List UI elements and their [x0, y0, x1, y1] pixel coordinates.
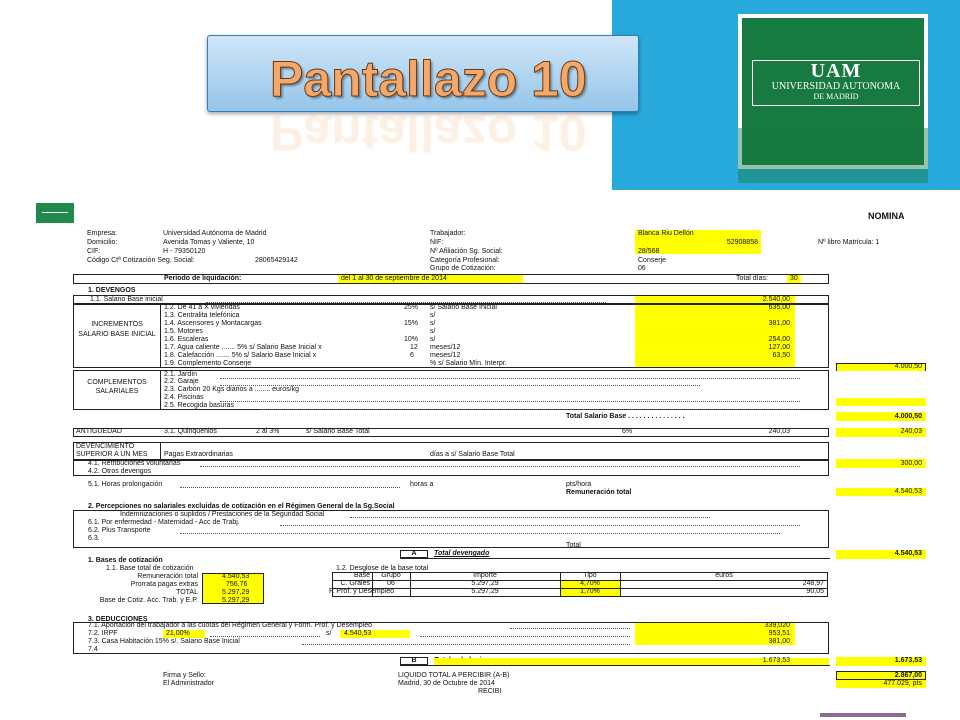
antiguedad-item: 3.1. Quinquenios	[164, 428, 217, 435]
dot-leader	[200, 466, 800, 467]
total-dias-value: 30	[790, 275, 798, 282]
worker-afil: 28/568	[638, 248, 660, 255]
payslip-document	[30, 190, 930, 720]
pagas-ref: días a s/ Salario Base Total	[430, 451, 515, 458]
remun-total-value: 4.540,53	[894, 488, 922, 495]
irpf-base: 4.540,53	[344, 630, 372, 637]
worker-label-5: Grupo de Cotización:	[430, 265, 496, 272]
percep-row-2: 6.1. Por enfermedad - Maternidad - Acc de Trabj.	[88, 519, 240, 526]
inc-row-5-ref: s/	[430, 336, 436, 343]
liquido-value: 2.867,00	[894, 672, 922, 679]
incrementos-total: 4.000,50	[894, 363, 922, 370]
incrementos-label	[76, 320, 158, 340]
slide-title-reflection: Pantallazo 10	[270, 105, 587, 161]
bases-title: 1. Bases de cotización	[88, 557, 163, 564]
inc-row-6-value: 127,00	[768, 344, 790, 351]
deduc-row-3-value: 381,00	[768, 638, 790, 645]
grid-line	[160, 304, 161, 368]
horas-mid: horas a	[410, 481, 434, 488]
employer-value-4: 28065429142	[255, 257, 298, 264]
inc-row-3-pct: 15%	[404, 320, 419, 327]
deducir-calc: 1.673,53	[762, 657, 790, 664]
inc-row-7-text: 1.8. Calefacción ....... 5% s/ Salario Base Inicial x	[164, 352, 317, 359]
inc-row-5-pct: 10%	[404, 336, 419, 343]
irpf-pct: 21,00%	[166, 630, 190, 637]
devengado-label: Total devengado	[434, 550, 490, 557]
firma-label: Firma y Sello:	[163, 672, 206, 679]
remun-total-label: Remuneración total	[566, 489, 632, 496]
worker-label-3: Nº Afiliación Sg. Social:	[430, 248, 503, 255]
horas-ref: pts/hora	[566, 481, 592, 488]
desglose-row-2-tipo: 1,70%	[580, 588, 600, 595]
deduc-row-2-text: 7.2. IRPF	[88, 630, 118, 637]
worker-name: Blanca Riu Dellón	[638, 230, 694, 237]
bases-row-4-value: 5.297,29	[222, 597, 250, 604]
comp-row-2: 2.2. Garaje	[164, 378, 199, 385]
incrementos-label-text: INCREMENTOS SALARIO BASE INICIAL	[78, 321, 156, 338]
inc-row-8-text: 1.9. Complemento Conserje	[164, 360, 252, 367]
inc-row-1-pct: 25%	[404, 304, 419, 311]
antiguedad-n: 2 al 3%	[256, 428, 280, 435]
employer-label-2: Domicilio:	[87, 239, 118, 246]
deducir-letter: B	[411, 657, 417, 664]
bases-row-1-label: Remuneración total	[137, 573, 198, 580]
desglose-head-grupo: Grupo	[381, 572, 401, 579]
comp-row-4: 2.4. Piscinas	[164, 394, 204, 401]
superior-label-text: DEVENCIMIENTO SUPERIOR A UN MES	[76, 443, 148, 458]
dot-leader	[510, 628, 630, 629]
pts-value: 477.029, pts	[883, 680, 922, 687]
worker-cat: Conserje	[638, 257, 667, 264]
dot-leader	[220, 401, 800, 402]
dot-leader	[210, 636, 320, 637]
grid-line	[400, 558, 830, 559]
total-salario-base-value: 4.000,50	[894, 413, 922, 420]
deduc-row-2-value: 953,51	[768, 630, 790, 637]
worker-label-2: NIF:	[430, 239, 444, 246]
dot-leader	[180, 487, 400, 488]
inc-row-3-ref: s/	[430, 320, 436, 327]
desglose-head-base: Base	[354, 572, 370, 579]
retrib-1-text: 4.1. Retribuciones voluntarias	[88, 460, 181, 467]
dot-leader	[206, 302, 606, 303]
bases-sub2: 1.2. Desglose de la base total	[336, 565, 429, 572]
inc-row-3-value: 381,00	[768, 320, 790, 327]
worker-nif: 52908858	[726, 239, 758, 246]
comp-row-1: 2.1. Jardín	[164, 371, 198, 378]
devengado-value: 4.540,53	[894, 550, 922, 557]
desglose-row-2-euros: 90,05	[806, 588, 824, 595]
employer-label-4: Código Ctª Cotización Seg. Social:	[87, 257, 195, 264]
total-salario-base-label: Total Salario Base . . . . . . . . . . . . . . .	[566, 413, 685, 420]
dot-leader	[280, 525, 800, 526]
retrib-box	[73, 460, 829, 476]
inc-row-7-pct: 6	[410, 352, 414, 359]
antiguedad-value: 240,03	[900, 428, 922, 435]
superior-label	[76, 443, 160, 459]
bases-row-4-label: Base de Cotiz. Acc. Trab. y E.P.	[99, 597, 198, 604]
employer-value-3: H - 79350120	[163, 248, 206, 255]
deduc-row-3-text: 7.3. Casa Habitación 15% s/. Salario Base Inicial	[88, 638, 240, 645]
dot-leader	[220, 378, 800, 379]
desglose-row-1-importe: 5.297,29	[471, 580, 499, 587]
dot-leader	[302, 644, 630, 645]
deduc-row-1-text: 7.1. Aportación del trabajador a las cuotas del Régimen General y Form. Prof. y Desempleo	[88, 622, 373, 629]
salario-base-label: 1.1. Salario Base inicial	[90, 296, 163, 303]
complementos-highlight	[836, 398, 926, 406]
retrib-2-text: 4.2. Otros devengos	[88, 468, 152, 475]
comp-row-5: 2.5. Recogida basuras	[164, 402, 235, 409]
inc-row-1-ref: s/ Salario Base Inicial	[430, 304, 497, 311]
inc-row-6-pct: 12	[410, 344, 418, 351]
percep-row-1: Indemnizaciones o suplidos / Prestaciones de la Seguridad Social	[120, 511, 325, 518]
total-dias-label: Total días:	[736, 275, 768, 282]
salario-base-value: 2.540,00	[762, 296, 790, 303]
desglose-head-importe: Importe	[473, 572, 497, 579]
irpf-s: s/	[326, 630, 332, 637]
slide-title: Pantallazo 10	[270, 51, 587, 107]
antiguedad-label: ANTIGUEDAD	[76, 428, 122, 435]
antiguedad-pct: 6%	[622, 428, 633, 435]
dot-leader	[350, 517, 710, 518]
pagas-text: Pagas Extraordinarias	[164, 451, 233, 458]
employer-value-1: Universidad Autónoma de Madrid	[163, 230, 267, 237]
junta-logo-line	[42, 212, 68, 213]
percep-title: 2. Percepciones no salariales excluidas de cotización en el Régimen General de la Sg.Social	[88, 503, 395, 510]
uam-logo-line2: DE MADRID	[813, 92, 859, 101]
fecha: Madrid, 30 de Octubre de 2014	[398, 680, 495, 687]
desglose-row-1-base: C. Grales	[340, 580, 370, 587]
dot-leader	[420, 636, 630, 637]
inc-row-6-text: 1.7. Agua caliente ....... 5% s/ Salario Base Inicial x	[164, 344, 322, 351]
antiguedad-ref: s/ Salario Base Total	[306, 428, 370, 435]
deducir-value: 1.673,53	[894, 657, 922, 664]
worker-grupo: 06	[638, 265, 646, 272]
bases-row-2-value: 756,76	[226, 581, 248, 588]
junta-logo	[36, 203, 74, 223]
inc-row-6-ref: meses/12	[430, 344, 461, 351]
deduc-title: 3. DEDUCCIONES	[88, 616, 148, 623]
inc-row-2-ref: s/	[430, 312, 436, 319]
worker-label-1: Trabajador:	[430, 230, 466, 237]
comp-row-3: 2.3. Carbón 20 Kgs diarios a ........ euros/kg	[164, 386, 300, 393]
libro-matricula: Nº libro Matrícula: 1	[818, 239, 880, 246]
percep-row-4: 6.3.	[88, 535, 100, 542]
bases-row-3-label: TOTAL	[176, 589, 198, 596]
employer-label-1: Empresa:	[87, 230, 117, 237]
percep-total-label: Total	[566, 542, 581, 549]
recibi: RECIBI	[478, 688, 502, 695]
dot-leader	[220, 385, 700, 386]
worker-label-4: Categoría Profesional:	[430, 257, 500, 264]
grid-line	[160, 370, 161, 410]
retrib-1-value: 300,00	[900, 460, 922, 467]
bases-row-3-value: 5.297,29	[222, 589, 250, 596]
inc-row-5-value: 254,00	[768, 336, 790, 343]
employer-value-2: Avenida Tomas y Valiente, 10	[163, 239, 255, 246]
inc-row-4-text: 1.5. Motores	[164, 328, 203, 335]
deduc-row-1-value: 339,020	[764, 622, 790, 629]
admin-label: El Administrador	[163, 680, 214, 687]
inc-row-2-text: 1.3. Centralita telefónica	[164, 312, 240, 319]
inc-row-8-ref: % s/ Salario Mín. Interpr.	[430, 360, 507, 367]
inc-row-1-value: 635,00	[768, 304, 790, 311]
horas-text: 5.1. Horas prolongación	[88, 481, 163, 488]
inc-row-5-text: 1.6. Escaleras	[164, 336, 209, 343]
desglose-row-1-grupo: 06	[387, 580, 395, 587]
inc-row-1-text: 1.2. De 41 a X viviendas	[164, 304, 240, 311]
desglose-head-euros: euros	[715, 572, 733, 579]
uam-logo-line1: UNIVERSIDAD AUTONOMA	[771, 81, 901, 92]
employer-label-3: CIF:	[87, 248, 101, 255]
desglose-row-2-importe: 5.297,29	[471, 588, 499, 595]
nomina-heading: NOMINA	[868, 211, 905, 221]
devengos-title: 1. DEVENGOS	[88, 287, 136, 294]
bases-row-2-label: Prorrata pagas extras	[130, 581, 198, 588]
dot-leader	[260, 409, 800, 410]
desglose-row-1-euros: 248,97	[802, 580, 824, 587]
inc-row-7-ref: meses/12	[430, 352, 461, 359]
grid-line	[160, 442, 161, 460]
liquido-label: LIQUIDO TOTAL A PERCIBIR (A-B)	[398, 672, 510, 679]
periodo-label: Período de liquidación:	[164, 275, 242, 282]
complementos-label	[76, 378, 158, 396]
antiguedad-calc: 240,03	[768, 428, 790, 435]
devengado-letter: A	[411, 550, 417, 557]
grid-line	[400, 665, 830, 666]
slide-footer-bar	[820, 713, 906, 717]
dot-leader	[180, 533, 780, 534]
bases-row-1-value: 4.540,53	[222, 573, 250, 580]
bases-sub1: 1.1. Base total de cotización	[106, 565, 194, 572]
complementos-label-text: COMPLEMENTOS SALARIALES	[87, 379, 147, 395]
inc-row-3-text: 1.4. Ascensores y Montacargas	[164, 320, 262, 327]
percep-row-3: 6.2. Plus Transporte	[88, 527, 151, 534]
uam-logo	[752, 60, 920, 106]
desglose-head-tipo: Tipo	[583, 572, 597, 579]
desglose-row-1-tipo: 4,70%	[580, 580, 600, 587]
inc-row-4-ref: s/	[430, 328, 436, 335]
desglose-row-2-base: F. Prof. y Desempleo	[329, 588, 394, 595]
uam-logo-reflection	[738, 128, 928, 183]
periodo-value: del 1 al 30 de septiembre de 2014	[341, 275, 447, 282]
inc-row-7-value: 63,50	[772, 352, 790, 359]
deduc-row-4-text: 7.4	[88, 646, 98, 653]
uam-logo-letters: UAM	[810, 60, 862, 82]
